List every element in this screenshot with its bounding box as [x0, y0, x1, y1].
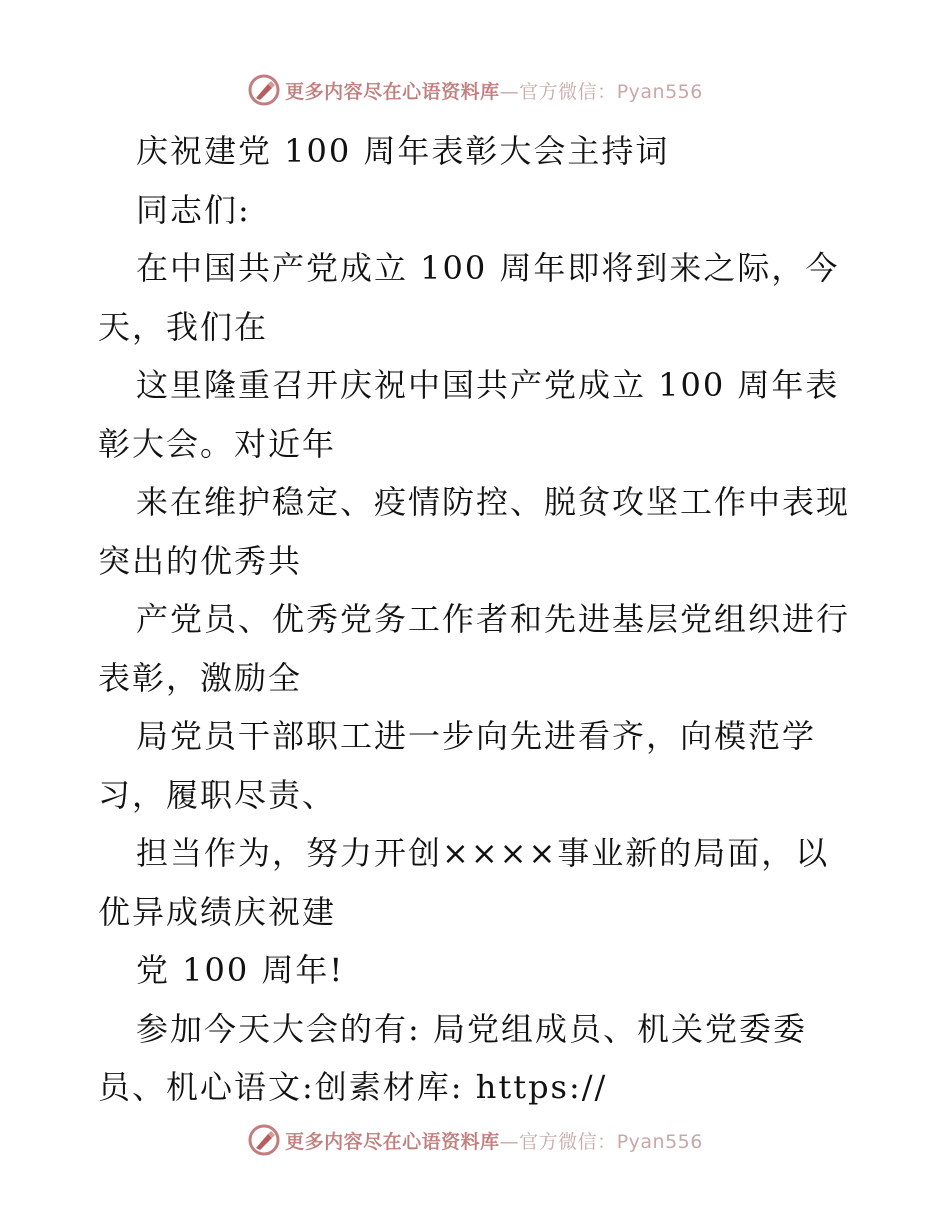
text-line: 庆祝建党 100 周年表彰大会主持词	[136, 132, 670, 170]
text-line: 突出的优秀共	[98, 541, 303, 580]
text-line: 表彰，激励全	[98, 658, 303, 697]
text-line: 习，履职尽责、	[98, 775, 337, 814]
watermark-main-text: 更多内容尽在心语资料库	[285, 1130, 500, 1153]
watermark-id: Pyan556	[616, 1130, 703, 1153]
text-line: 员、机心语文:创素材库: https://	[98, 1068, 608, 1106]
text-line: 在中国共产党成立 100 周年即将到来之际，今	[136, 249, 840, 287]
text-line: 担当作为，努力开创××××事业新的局面，以	[136, 834, 830, 872]
document-body	[98, 122, 878, 1117]
footer-watermark	[0, 1120, 950, 1160]
text-line: 天，我们在	[98, 307, 269, 346]
text-line: 这里隆重召开庆祝中国共产党成立 100 周年表	[136, 366, 840, 404]
pen-logo-icon	[247, 73, 281, 107]
text-line: 局党员干部职工进一步向先进看齐，向模范学	[136, 717, 817, 755]
text-line: 同志们:	[136, 190, 251, 229]
watermark-main-text: 更多内容尽在心语资料库	[285, 80, 500, 103]
text-line: 彰大会。对近年	[98, 424, 337, 463]
watermark-separator: —官方微信：	[499, 80, 617, 103]
watermark-separator: —官方微信：	[499, 1130, 617, 1153]
pen-logo-icon	[247, 1123, 281, 1157]
text-line: 来在维护稳定、疫情防控、脱贫攻坚工作中表现	[136, 483, 851, 521]
text-line: 党 100 周年!	[136, 951, 345, 989]
watermark-id: Pyan556	[616, 80, 703, 103]
text-line: 产党员、优秀党务工作者和先进基层党组织进行	[136, 600, 851, 638]
text-line: 优异成绩庆祝建	[98, 892, 337, 931]
text-line: 参加今天大会的有: 局党组成员、机关党委委	[136, 1009, 807, 1048]
header-watermark	[0, 70, 950, 110]
